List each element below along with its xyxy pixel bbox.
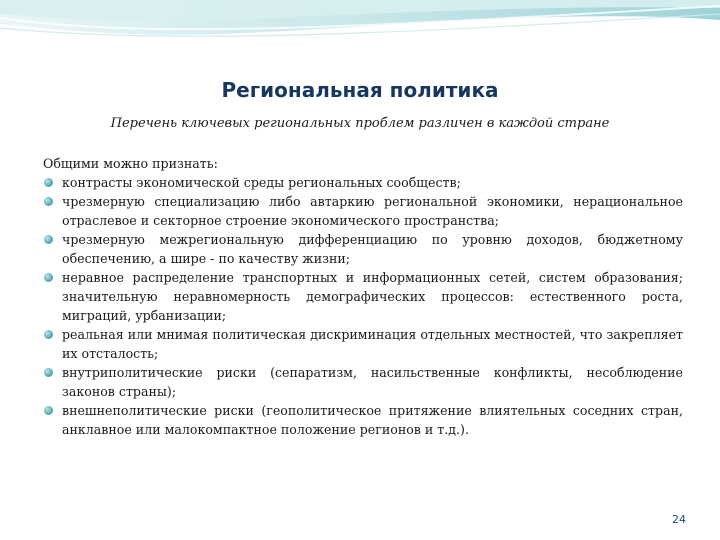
list-item <box>43 173 683 192</box>
slide-body <box>43 154 683 439</box>
list-item <box>43 268 683 325</box>
list-item <box>43 401 683 439</box>
list-item <box>43 325 683 363</box>
bullet-icon <box>44 273 53 282</box>
list-item-text: внутриполитические риски (сепаратизм, насильственные конфликты, несоблюдение законов страны); <box>62 365 683 399</box>
list-item <box>43 230 683 268</box>
header-wave-decoration <box>0 0 720 70</box>
bullet-icon <box>44 406 53 415</box>
problem-list <box>43 173 683 439</box>
list-item <box>43 192 683 230</box>
bullet-icon <box>44 368 53 377</box>
slide-title: Региональная политика <box>221 78 499 102</box>
bullet-icon <box>44 235 53 244</box>
list-item-text: чрезмерную специализацию либо автаркию региональной экономики, нерациональное отраслевое и секторное строение экономического пространства; <box>62 194 683 228</box>
list-item-text: чрезмерную межрегиональную дифференциацию по уровню доходов, бюджетному обеспечению, а шире - по качеству жизни; <box>62 232 683 266</box>
slide-subtitle: Перечень ключевых региональных проблем различен в каждой стране <box>110 116 610 131</box>
bullet-icon <box>44 197 53 206</box>
intro-text: Общими можно признать: <box>43 156 218 171</box>
bullet-icon <box>44 178 53 187</box>
list-item <box>43 363 683 401</box>
page-number: 24 <box>672 513 686 526</box>
bullet-icon <box>44 330 53 339</box>
list-item-text: внешнеполитические риски (геополитическое притяжение влиятельных соседних стран, анклавное или малокомпактное положение регионов и т.д.). <box>62 403 683 437</box>
list-item-text: реальная или мнимая политическая дискриминация отдельных местностей, что закрепляет их отсталость; <box>62 327 683 361</box>
list-item-text: неравное распределение транспортных и информационных сетей, систем образования; значительную неравномерность демографических процессов: естественного роста, миграций, урбанизации; <box>62 270 683 323</box>
list-item-text: контрасты экономической среды региональных сообществ; <box>62 175 461 190</box>
